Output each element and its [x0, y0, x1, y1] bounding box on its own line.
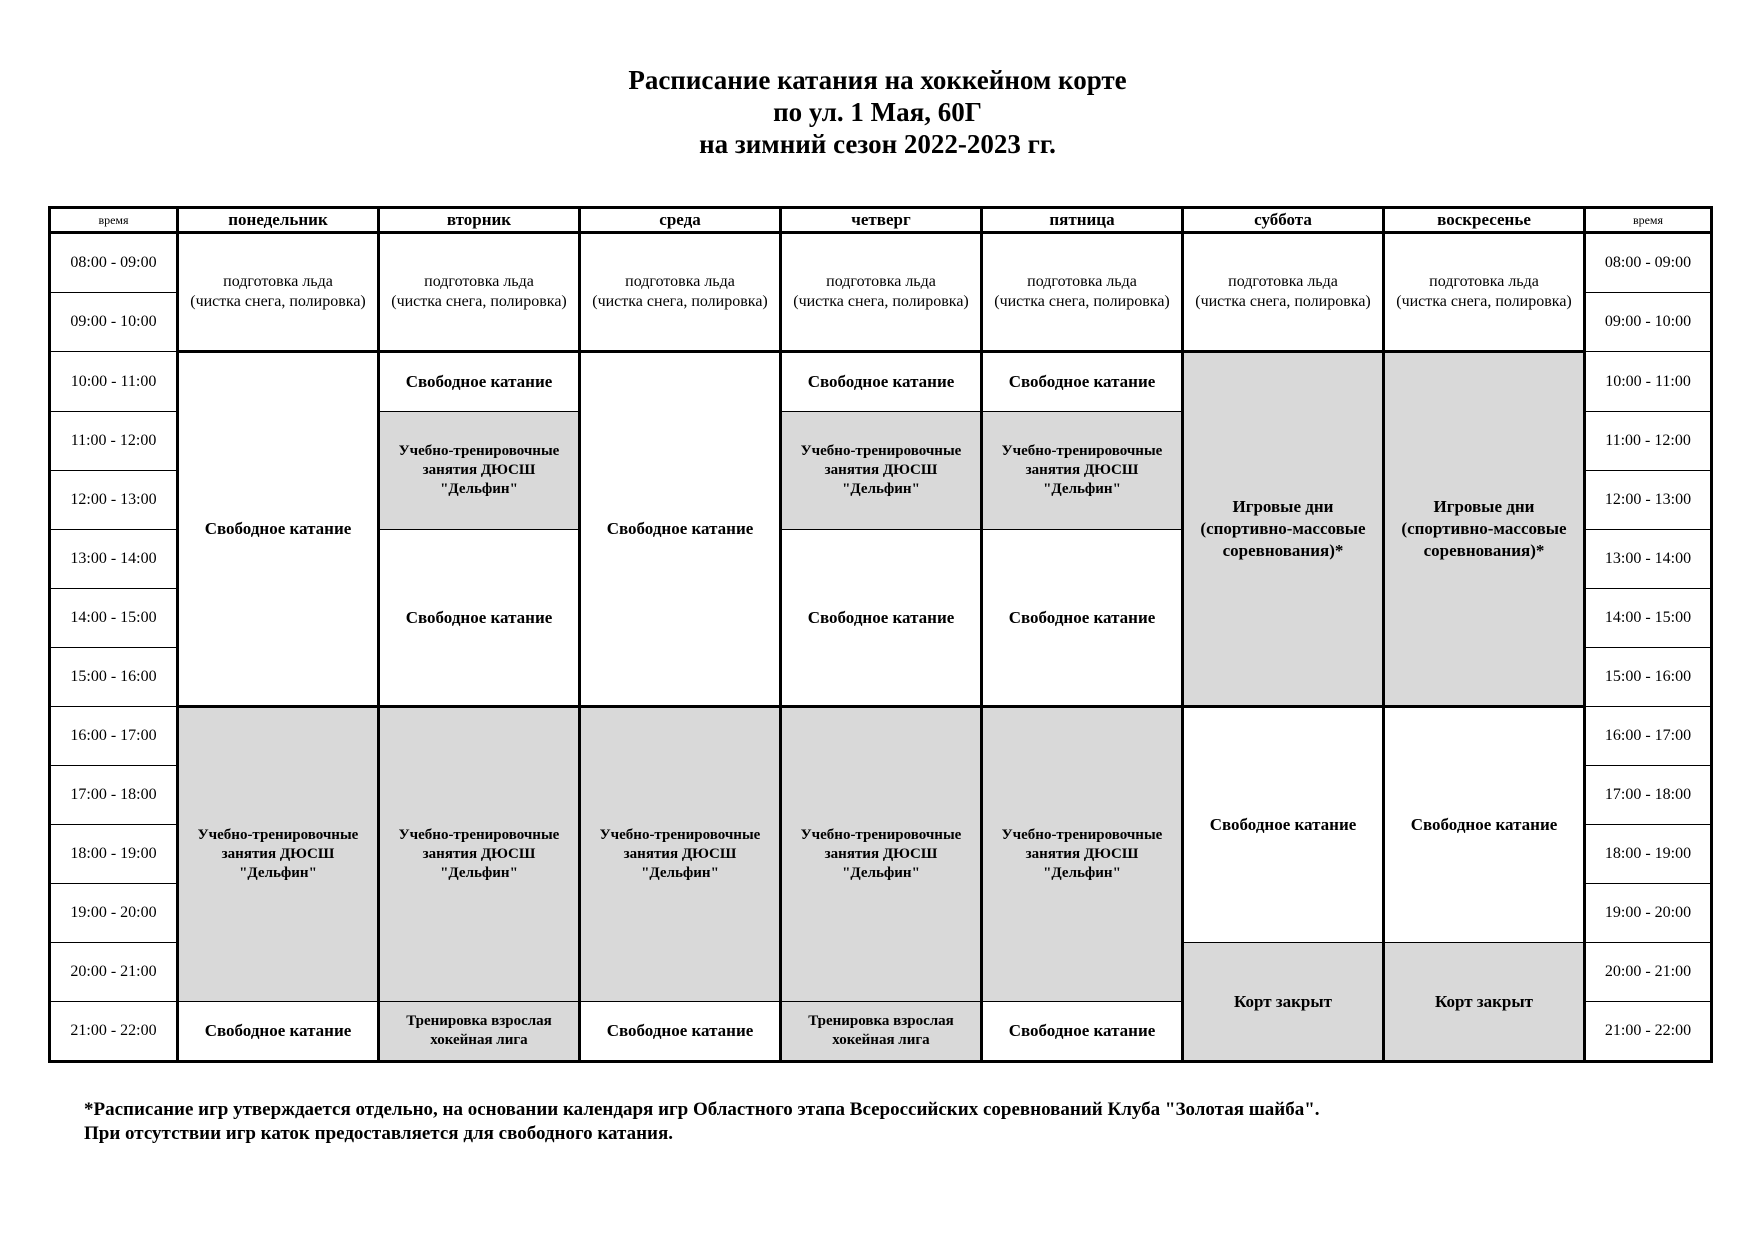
ice-prep-cell [982, 233, 1183, 352]
free-skating-cell: Свободное катание [982, 1002, 1183, 1062]
training-cell [379, 412, 580, 530]
ice-prep-line: подготовка льда [1429, 273, 1539, 290]
training-cell [982, 707, 1183, 1002]
header-day: вторник [379, 208, 580, 233]
game-days-line: Игровые дни [1232, 497, 1334, 516]
training-line: "Дельфин" [1043, 865, 1121, 881]
ice-prep-note: (чистка снега, полировка) [190, 293, 366, 310]
training-cell [982, 412, 1183, 530]
free-skating-cell: Свободное катание [580, 352, 781, 707]
time-cell: 15:00 - 16:00 [50, 648, 178, 707]
page-title [0, 64, 1755, 160]
training-line: занятия ДЮСШ [1025, 846, 1139, 862]
free-skating-cell: Свободное катание [1183, 707, 1384, 943]
training-line: занятия ДЮСШ [824, 846, 938, 862]
free-skating-cell: Свободное катание [178, 1002, 379, 1062]
time-cell: 14:00 - 15:00 [50, 589, 178, 648]
training-cell [379, 707, 580, 1002]
free-skating-cell: Свободное катание [1384, 707, 1585, 943]
ice-prep-cell [1384, 233, 1585, 352]
game-days-line: (спортивно-массовые [1401, 519, 1567, 538]
time-cell: 18:00 - 19:00 [1585, 825, 1712, 884]
ice-prep-line: подготовка льда [826, 273, 936, 290]
time-cell: 13:00 - 14:00 [50, 530, 178, 589]
time-cell: 19:00 - 20:00 [1585, 884, 1712, 943]
free-skating-cell: Свободное катание [982, 352, 1183, 412]
header-day: воскресенье [1384, 208, 1585, 233]
training-line: Учебно-тренировочные [800, 827, 962, 843]
ice-prep-note: (чистка снега, полировка) [793, 293, 969, 310]
free-skating-cell: Свободное катание [982, 530, 1183, 707]
time-cell: 09:00 - 10:00 [50, 293, 178, 352]
header-day: четверг [781, 208, 982, 233]
time-cell: 18:00 - 19:00 [50, 825, 178, 884]
time-cell: 11:00 - 12:00 [50, 412, 178, 471]
footnote [84, 1098, 1684, 1146]
ice-prep-line: подготовка льда [223, 273, 333, 290]
ice-prep-note: (чистка снега, полировка) [994, 293, 1170, 310]
training-line: занятия ДЮСШ [623, 846, 737, 862]
training-cell [781, 707, 982, 1002]
ice-prep-note: (чистка снега, полировка) [391, 293, 567, 310]
header-row [50, 208, 1712, 233]
time-cell: 16:00 - 17:00 [50, 707, 178, 766]
game-days-cell [1183, 352, 1384, 707]
adult-league-line: Тренировка взрослая [808, 1013, 954, 1029]
training-line: "Дельфин" [440, 865, 518, 881]
header-time-right: время [1585, 208, 1712, 233]
training-line: занятия ДЮСШ [422, 462, 536, 478]
ice-prep-cell [781, 233, 982, 352]
game-days-line: соревнования)* [1423, 541, 1545, 560]
free-skating-cell: Свободное катание [781, 530, 982, 707]
training-cell [781, 412, 982, 530]
training-line: Учебно-тренировочные [1001, 827, 1163, 843]
time-cell: 08:00 - 09:00 [1585, 233, 1712, 293]
time-cell: 17:00 - 18:00 [50, 766, 178, 825]
time-cell: 16:00 - 17:00 [1585, 707, 1712, 766]
training-line: занятия ДЮСШ [1025, 462, 1139, 478]
time-cell: 14:00 - 15:00 [1585, 589, 1712, 648]
training-line: Учебно-тренировочные [398, 827, 560, 843]
adult-league-cell [379, 1002, 580, 1062]
footnote-line-2: При отсутствии игр каток предоставляется для свободного катания. [84, 1123, 674, 1144]
training-line: "Дельфин" [842, 865, 920, 881]
training-line: Учебно-тренировочные [197, 827, 359, 843]
schedule-table [48, 206, 1713, 1063]
header-day: суббота [1183, 208, 1384, 233]
ice-prep-line: подготовка льда [1228, 273, 1338, 290]
time-cell: 15:00 - 16:00 [1585, 648, 1712, 707]
training-line: занятия ДЮСШ [221, 846, 335, 862]
ice-prep-cell [580, 233, 781, 352]
header-time-left: время [50, 208, 178, 233]
training-line: "Дельфин" [1043, 481, 1121, 497]
ice-prep-line: подготовка льда [1027, 273, 1137, 290]
court-closed-cell: Корт закрыт [1384, 943, 1585, 1062]
time-cell: 12:00 - 13:00 [1585, 471, 1712, 530]
adult-league-line: хокейная лига [832, 1032, 930, 1048]
free-skating-cell: Свободное катание [379, 352, 580, 412]
free-skating-cell: Свободное катание [781, 352, 982, 412]
header-day: среда [580, 208, 781, 233]
time-cell: 20:00 - 21:00 [50, 943, 178, 1002]
training-line: "Дельфин" [641, 865, 719, 881]
game-days-cell [1384, 352, 1585, 707]
ice-prep-line: подготовка льда [625, 273, 735, 290]
header-day: понедельник [178, 208, 379, 233]
ice-prep-cell [178, 233, 379, 352]
free-skating-cell: Свободное катание [379, 530, 580, 707]
ice-prep-line: подготовка льда [424, 273, 534, 290]
training-line: Учебно-тренировочные [398, 443, 560, 459]
ice-prep-note: (чистка снега, полировка) [1396, 293, 1572, 310]
title-line-2: по ул. 1 Мая, 60Г [773, 97, 982, 127]
time-cell: 20:00 - 21:00 [1585, 943, 1712, 1002]
time-cell: 13:00 - 14:00 [1585, 530, 1712, 589]
training-line: занятия ДЮСШ [824, 462, 938, 478]
free-skating-cell: Свободное катание [580, 1002, 781, 1062]
footnote-line-1: *Расписание игр утверждается отдельно, на основании календаря игр Областного этапа Всероссийских соревнований Клуба "Золотая шайба". [84, 1099, 1320, 1120]
game-days-line: соревнования)* [1222, 541, 1344, 560]
time-cell: 10:00 - 11:00 [1585, 352, 1712, 412]
training-cell [178, 707, 379, 1002]
free-skating-cell: Свободное катание [178, 352, 379, 707]
title-line-1: Расписание катания на хоккейном корте [628, 65, 1127, 95]
time-cell: 21:00 - 22:00 [50, 1002, 178, 1062]
training-cell [580, 707, 781, 1002]
ice-prep-note: (чистка снега, полировка) [592, 293, 768, 310]
training-line: "Дельфин" [239, 865, 317, 881]
time-cell: 10:00 - 11:00 [50, 352, 178, 412]
time-cell: 09:00 - 10:00 [1585, 293, 1712, 352]
game-days-line: (спортивно-массовые [1200, 519, 1366, 538]
ice-prep-note: (чистка снега, полировка) [1195, 293, 1371, 310]
game-days-line: Игровые дни [1433, 497, 1535, 516]
training-line: "Дельфин" [842, 481, 920, 497]
time-cell: 19:00 - 20:00 [50, 884, 178, 943]
ice-prep-cell [1183, 233, 1384, 352]
adult-league-line: хокейная лига [430, 1032, 528, 1048]
time-cell: 08:00 - 09:00 [50, 233, 178, 293]
time-cell: 17:00 - 18:00 [1585, 766, 1712, 825]
court-closed-cell: Корт закрыт [1183, 943, 1384, 1062]
training-line: Учебно-тренировочные [1001, 443, 1163, 459]
training-line: занятия ДЮСШ [422, 846, 536, 862]
training-line: Учебно-тренировочные [800, 443, 962, 459]
title-line-3: на зимний сезон 2022-2023 гг. [699, 129, 1056, 159]
training-line: Учебно-тренировочные [599, 827, 761, 843]
ice-prep-cell [379, 233, 580, 352]
adult-league-line: Тренировка взрослая [406, 1013, 552, 1029]
training-line: "Дельфин" [440, 481, 518, 497]
time-cell: 12:00 - 13:00 [50, 471, 178, 530]
time-cell: 11:00 - 12:00 [1585, 412, 1712, 471]
header-day: пятница [982, 208, 1183, 233]
adult-league-cell [781, 1002, 982, 1062]
time-cell: 21:00 - 22:00 [1585, 1002, 1712, 1062]
